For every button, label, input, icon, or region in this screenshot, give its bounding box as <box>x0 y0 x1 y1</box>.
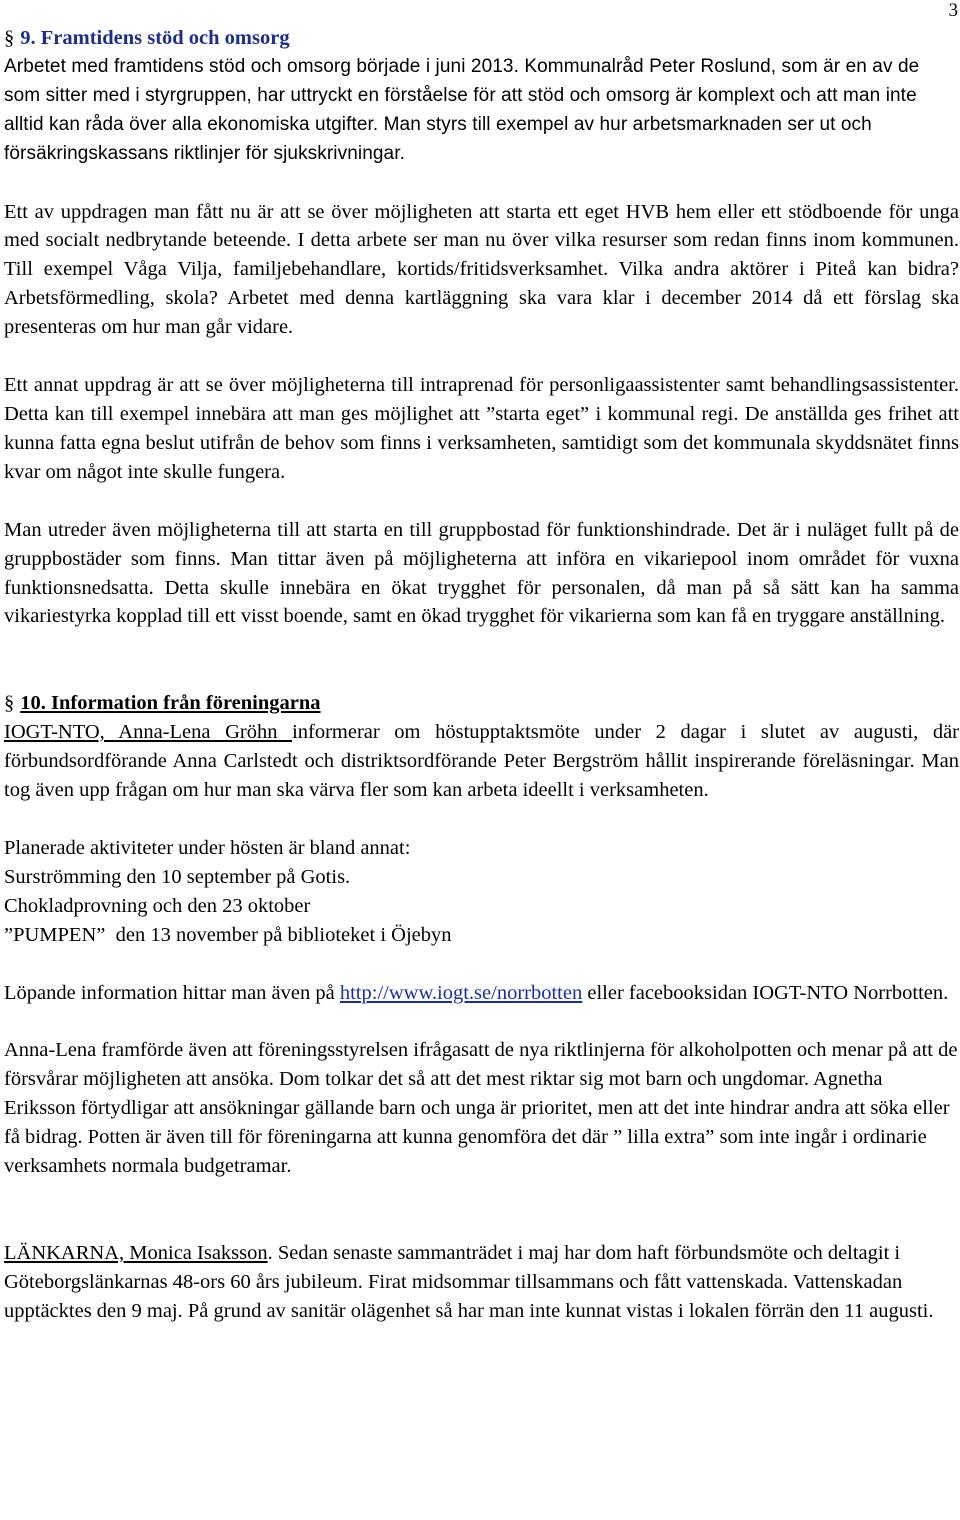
activities-heading: Planerade aktiviteter under hösten är bland annat: <box>4 836 411 859</box>
section-9-paragraph-4: Man utreder även möjligheterna till att starta en till gruppbostad för funktionshindrade. Det är i nuläget fullt på de gruppbostäder som finns. Man tittar även på möjligheterna att införa en vikariepool inom området för vuxna funktionsnedsatta. Detta skulle innebära en ökat trygghet för personalen, då man på så sätt kan ha samma vikariestyrka kopplad till ett visst boende, samt en ökad trygghet för vikarierna som kan få en tryggare anställning. <box>4 518 959 628</box>
iogt-name: IOGT-NTO, Anna-Lena Gröhn <box>4 721 293 744</box>
section-9-heading <box>4 24 959 53</box>
info-after: eller facebooksidan IOGT-NTO Norrbotten. <box>582 981 949 1004</box>
section-9-paragraph-3: Ett annat uppdrag är att se över möjligheterna till intraprenad för personligaassistenter samt behandlingsassistenter. Detta kan till exempel innebära att man ges möjlighet att ”starta eget” i kommunal regi. De anställda ges frihet att kunna fatta egna beslut utifrån de behov som finns i verksamheten, samtidigt som det kommunala skyddsnätet finns kvar om något inte skulle fungera. <box>4 374 959 483</box>
info-paragraph <box>4 979 959 1008</box>
section-9-intro: Arbetet med framtidens stöd och omsorg började i juni 2013. Kommunalråd Peter Roslund, som är en av de som sitter med i styrgruppen, har uttryckt en förståelse för att stöd och omsorg är komplext och att man inte alltid kan råda över alla ekonomiska utgifter. Man styrs till exempel av hur arbetsmarknaden ser ut och försäkringskassans riktlinjer för sjukskrivningar. <box>4 55 920 164</box>
iogt-paragraph <box>4 718 959 805</box>
section-10-title: 10. Information från föreningarna <box>20 692 321 715</box>
section-10-heading <box>4 689 959 718</box>
lankarna-paragraph <box>4 1239 959 1326</box>
page-number: 3 <box>948 0 958 21</box>
lankarna-text: . Sedan senaste sammanträdet i maj har dom haft förbundsmöte och deltagit i Göteborgslänkarnas 48-ors 60 års jubileum. Firat midsommar tillsammans och fått vattenskada. Vattenskadan upptäcktes den 9 maj. På grund av sanitär olägenhet så har man inte kunnat vistas i lokalen förrän den 11 augusti. <box>4 1242 934 1322</box>
lankarna-name: LÄNKARNA, Monica Isaksson <box>4 1242 268 1264</box>
section-symbol: § <box>4 692 15 715</box>
info-before: Löpande information hittar man även på <box>4 981 340 1004</box>
activity-item: Chokladprovning och den 23 oktober <box>4 894 311 917</box>
activity-item: Surströmming den 10 september på Gotis. <box>4 865 351 888</box>
section-9-paragraph-2: Ett av uppdragen man fått nu är att se över möjligheten att starta ett eget HVB hem eller ett stödboende för unga med socialt nedbrytande beteende. I detta arbete ser man nu över vilka resurser som redan finns inom kommunen. Till exempel Våga Vilja, familjebehandlare, kortids/fritidsverksamhet. Vilka andra aktörer i Piteå kan bidra? Arbetsförmedling, skola? Arbetet med denna kartläggning ska vara klar i december 2014 då ett förslag ska presenteras om hur man går vidare. <box>4 200 959 339</box>
alcohol-paragraph: Anna-Lena framförde även att föreningsstyrelsen ifrågasatt de nya riktlinjerna för alkoholpotten och menar på att de försvårar möjligheten att ansöka. Dom tolkar det så att det mest riktar sig mot barn och ungdomar. Agnetha Eriksson förtydligar att ansökningar gällande barn och unga är prioritet, men att det inte hindrar andra att söka eller få bidrag. Potten är även till för föreningarna att kunna genomföra det där ” lilla extra” som inte ingår i ordinarie verksamhets normala budgetramar. <box>4 1039 958 1178</box>
section-symbol: § <box>4 27 15 49</box>
iogt-text: informerar om höstupptaktsmöte under 2 dagar i slutet av augusti, där förbundsordförande Anna Carlstedt och distriktsordförande Peter Bergström hållit inspirerande föreläsningar. Man tog även upp frågan om hur man ska värva fler som kan arbeta ideellt i verksamheten. <box>4 721 959 802</box>
section-9-title: 9. Framtidens stöd och omsorg <box>20 27 290 49</box>
document-body <box>4 24 959 1326</box>
activity-item: ”PUMPEN” den 13 november på biblioteket i Öjebyn <box>4 923 452 946</box>
iogt-link[interactable]: http://www.iogt.se/norrbotten <box>339 981 583 1004</box>
